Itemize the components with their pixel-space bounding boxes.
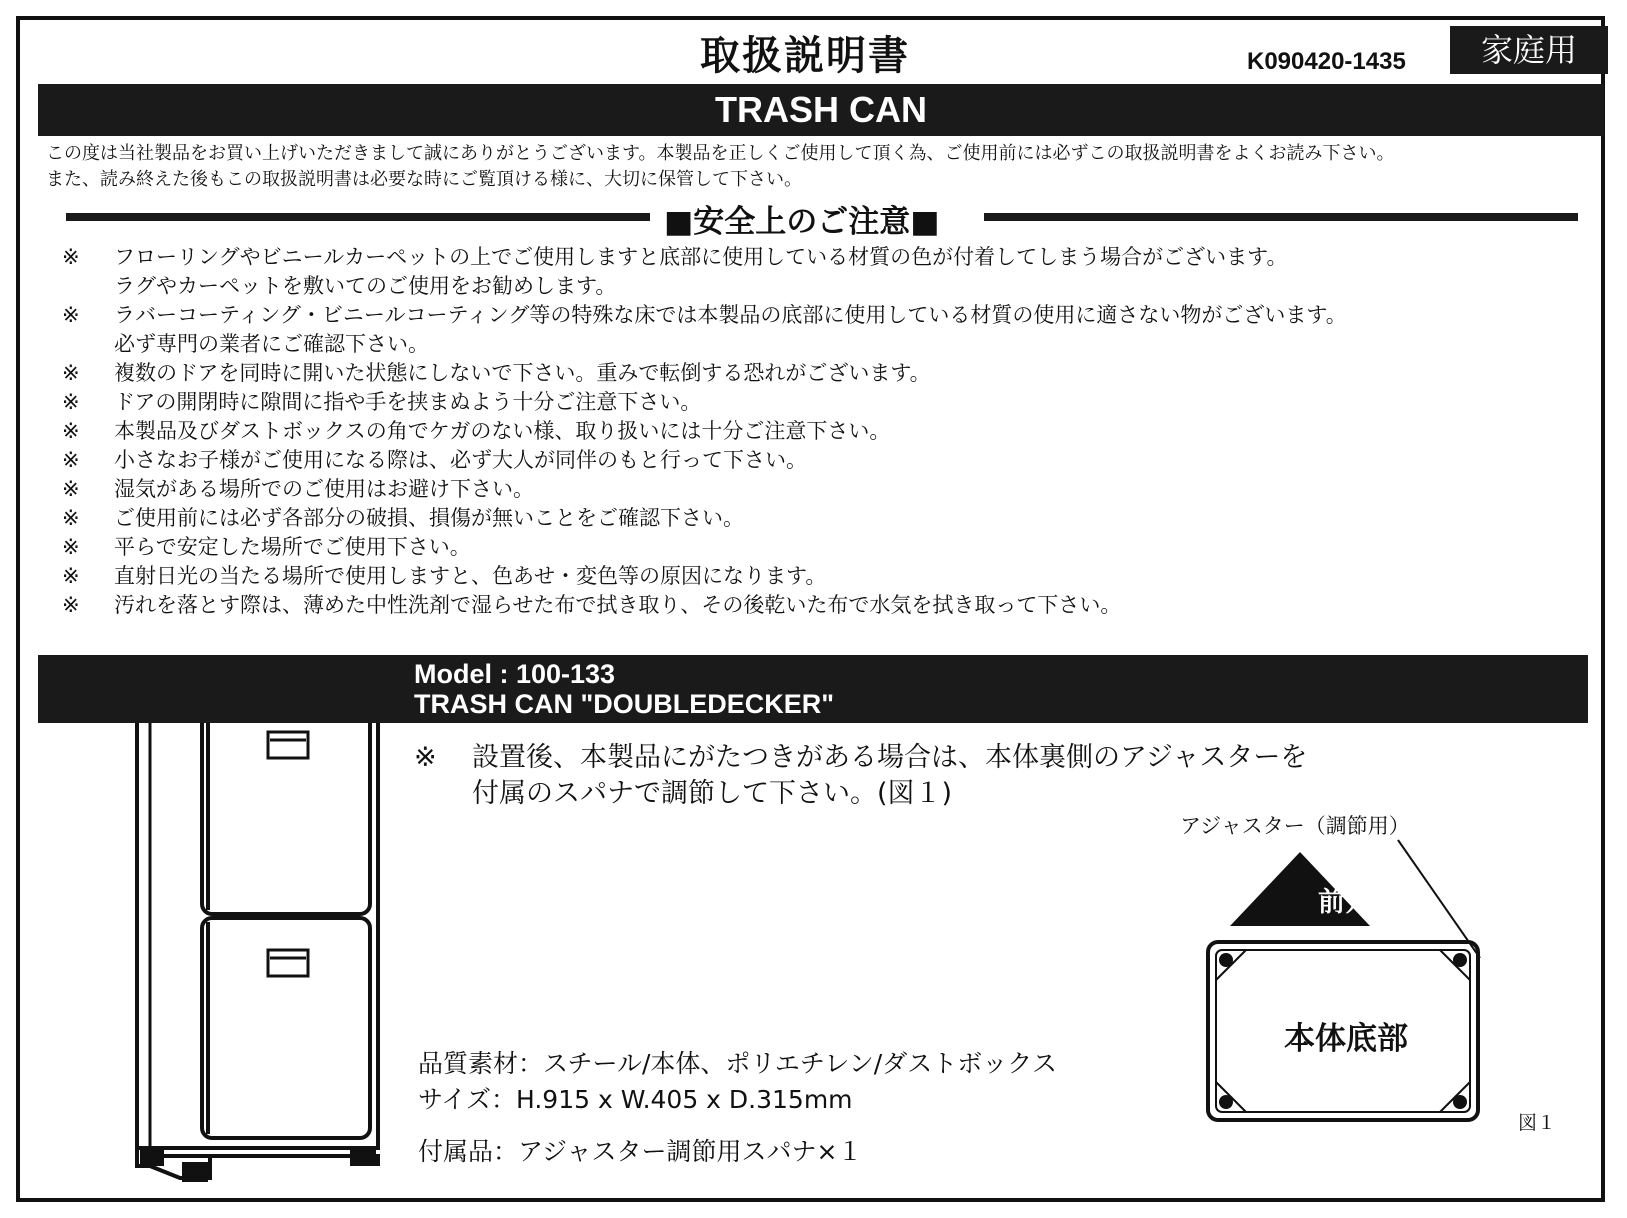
safety-heading	[60, 198, 1580, 242]
note-mark: ※	[62, 564, 80, 588]
safety-notes-list	[62, 243, 1592, 620]
note-mark: ※	[62, 361, 80, 385]
note-mark: ※	[62, 245, 80, 269]
safety-note-line: ご使用前には必ず各部分の破損、損傷が無いことをご確認下さい。	[114, 506, 744, 530]
safety-note-text	[114, 301, 1347, 359]
safety-note-line: フローリングやビニールカーペットの上でご使用しますと底部に使用している材質の色が付着してしまう場合がございます。	[114, 245, 1288, 269]
product-title-bar: TRASH CAN	[38, 84, 1604, 136]
note-mark: ※	[62, 593, 80, 617]
safety-heading-text: ■安全上のご注意■	[664, 204, 940, 240]
safety-note-text	[114, 504, 744, 533]
figure-number: 図１	[1518, 1112, 1557, 1134]
note-mark: ※	[62, 390, 80, 414]
front-label: 前方	[1318, 887, 1372, 918]
safety-note-line: ドアの開閉時に隙間に指や手を挟まぬよう十分ご注意下さい。	[114, 390, 702, 414]
product-code: K090420-1435	[1247, 48, 1406, 75]
safety-note	[62, 562, 1592, 591]
safety-note-text	[114, 475, 534, 504]
trash-can-illustration	[130, 688, 380, 1183]
safety-note-text	[114, 591, 1121, 620]
safety-note-line: 複数のドアを同時に開いた状態にしないで下さい。重みで転倒する恐れがございます。	[114, 361, 931, 385]
household-badge: 家庭用	[1450, 26, 1608, 74]
safety-note	[62, 301, 1592, 359]
material-spec: 品質素材：スチール/本体、ポリエチレン/ダストボックス	[418, 1049, 1057, 1078]
adjuster-note	[414, 740, 1307, 812]
note-mark: ※	[62, 419, 80, 443]
safety-note-line: 小さなお子様がご使用になる際は、必ず大人が同伴のもと行って下さい。	[114, 448, 807, 472]
safety-note-line: 必ず専門の業者にご確認下さい。	[114, 332, 429, 356]
safety-note-line: 本製品及びダストボックスの角でケガのない様、取り扱いには十分ご注意下さい。	[114, 419, 891, 443]
safety-note-line: 湿気がある場所でのご使用はお避け下さい。	[114, 477, 534, 501]
safety-note-text	[114, 417, 890, 446]
safety-note-line: ラバーコーティング・ビニールコーティング等の特殊な床では本製品の底部に使用している材質の使用に適さない物がございます。	[114, 303, 1347, 327]
safety-note	[62, 504, 1592, 533]
safety-note-text	[114, 562, 826, 591]
adjuster-note-line: 設置後、本製品にがたつきがある場合は、本体裏側のアジャスターを	[472, 742, 1308, 773]
safety-note-text	[114, 243, 1287, 301]
safety-note	[62, 446, 1592, 475]
safety-note-text	[114, 359, 931, 388]
model-text	[414, 659, 834, 719]
heading-rule-right	[984, 213, 1578, 221]
safety-note	[62, 533, 1592, 562]
safety-note-line: 平らで安定した場所でご使用下さい。	[114, 535, 471, 559]
safety-note-line: 直射日光の当たる場所で使用しますと、色あせ・変色等の原因になります。	[114, 564, 827, 588]
safety-note	[62, 359, 1592, 388]
adjuster-note-line: 付属のスパナで調節して下さい。(図１)	[472, 778, 953, 809]
safety-note	[62, 417, 1592, 446]
note-mark: ※	[62, 303, 80, 327]
safety-note	[62, 591, 1592, 620]
specifications	[418, 1046, 1057, 1170]
accessory-spec: 付属品：アジャスター調節用スパナ×１	[418, 1137, 863, 1166]
intro-line: また、読み終えた後もこの取扱説明書は必要な時にご覧頂ける様に、大切に保管して下さい。	[46, 169, 802, 190]
safety-note-text	[114, 388, 701, 417]
safety-note	[62, 243, 1592, 301]
note-mark: ※	[62, 535, 80, 559]
safety-note-text	[114, 533, 471, 562]
intro-text	[46, 141, 1606, 193]
note-mark: ※	[62, 448, 80, 472]
note-mark: ※	[414, 742, 437, 773]
heading-rule-left	[66, 213, 650, 221]
document-title: 取扱説明書	[700, 33, 910, 79]
base-bottom-label: 本体底部	[1284, 1021, 1408, 1057]
note-mark: ※	[62, 477, 80, 501]
safety-note-text	[114, 446, 807, 475]
model-number: Model : 100-133	[414, 659, 616, 689]
adjuster-label: アジャスター（調節用）	[1180, 814, 1410, 838]
safety-note	[62, 388, 1592, 417]
size-spec: サイズ：H.915 x W.405 x D.315mm	[418, 1085, 853, 1114]
safety-note-line: 汚れを落とす際は、薄めた中性洗剤で湿らせた布で拭き取り、その後乾いた布で水気を拭き取って下さい。	[114, 593, 1122, 617]
safety-note-line: ラグやカーペットを敷いてのご使用をお勧めします。	[114, 274, 617, 298]
safety-note	[62, 475, 1592, 504]
model-name: TRASH CAN "DOUBLEDECKER"	[414, 689, 835, 719]
base-diagram	[1180, 830, 1520, 1130]
note-mark: ※	[62, 506, 80, 530]
intro-line: この度は当社製品をお買い上げいただきまして誠にありがとうございます。本製品を正しくご使用して頂く為、ご使用前には必ずこの取扱説明書をよくお読み下さい。	[46, 143, 1395, 164]
